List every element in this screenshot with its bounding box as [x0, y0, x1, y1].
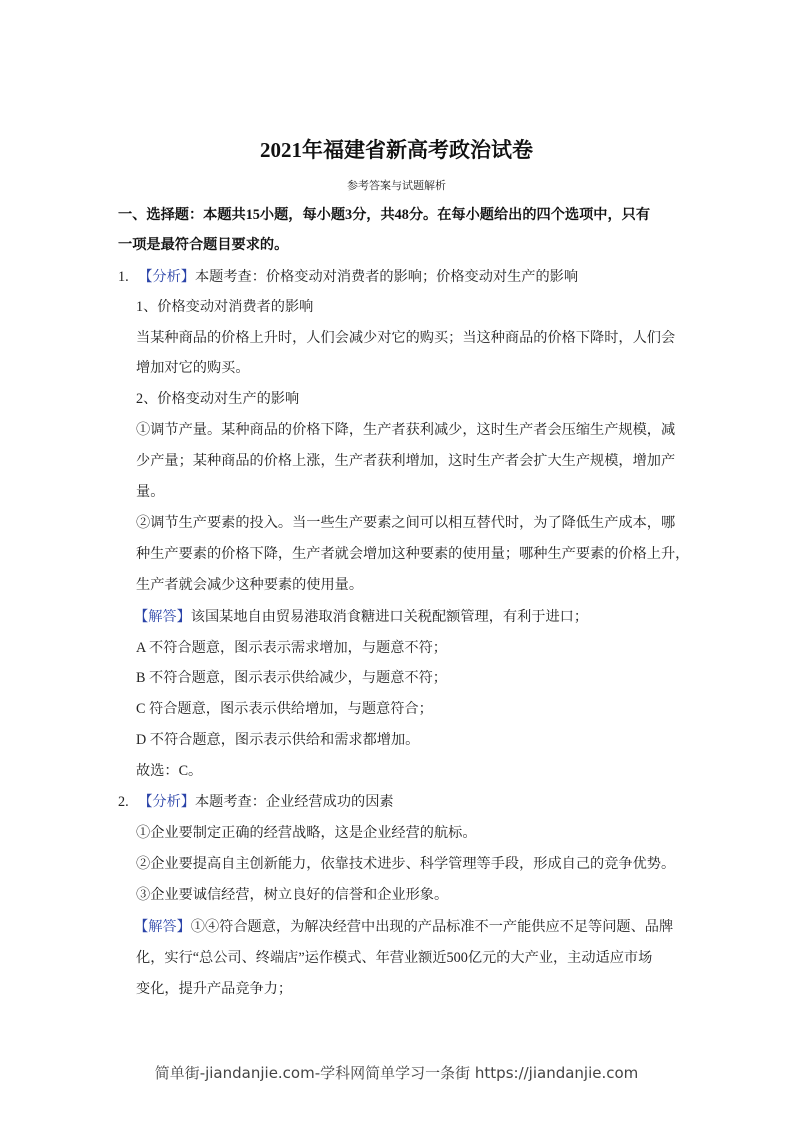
- analysis-lead: 本题考查：价格变动对消费者的影响；价格变动对生产的影响: [194, 269, 579, 285]
- page-subtitle: 参考答案与试题解析: [347, 180, 446, 192]
- answer-lead: ①④符合题意，为解决经营中出现的产品标准不一产能供应不足等问题、品牌: [190, 919, 674, 935]
- q2-answer-line: 变化，提升产品竞争力；: [136, 981, 293, 997]
- q1-answer-line: D 不符合题意，图示表示供给和需求都增加。: [136, 732, 420, 748]
- q1-analysis-line: 生产者就会减少这种要素的使用量。: [136, 577, 364, 593]
- analysis-tag: 【分析】: [138, 269, 195, 285]
- analysis-tag: 【分析】: [138, 794, 195, 810]
- answer-tag: 【解答】: [134, 609, 191, 625]
- q1-answer-line: A 不符合题意，图示表示需求增加，与题意不符；: [136, 640, 447, 656]
- q2-analysis-line: ③企业要诚信经营，树立良好的信誉和企业形象。: [136, 887, 449, 903]
- q1-analysis-line: ①调节产量。某种商品的价格下降，生产者获利减少，这时生产者会压缩生产规模，减: [136, 422, 676, 438]
- page-title: 2021年福建省新高考政治试卷: [260, 138, 533, 162]
- section-heading-line-1: 一、选择题：本题共15小题，每小题3分，共48分。在每小题给出的四个选项中，只有: [118, 207, 651, 223]
- q2-analysis-line: ①企业要制定正确的经营战略，这是企业经营的航标。: [136, 825, 477, 841]
- answer-lead: 该国某地自由贸易港取消食糖进口关税配额管理，有利于进口；: [190, 609, 589, 625]
- answer-tag: 【解答】: [134, 919, 191, 935]
- q1-answer-line: 故选：C。: [136, 763, 203, 779]
- q1-answer-header: [134, 607, 588, 627]
- section-heading-line-2: 一项是最符合题目要求的。: [118, 237, 289, 253]
- q1-analysis-line: 2、价格变动对生产的影响: [136, 391, 300, 407]
- q1-analysis-header: [118, 267, 578, 287]
- q2-answer-header: [134, 917, 673, 937]
- q1-analysis-line: 少产量；某种商品的价格上涨，生产者获利增加，这时生产者会扩大生产规模，增加产: [136, 453, 676, 469]
- q1-answer-line: B 不符合题意，图示表示供给减少，与题意不符；: [136, 670, 447, 686]
- q1-analysis-line: 种生产要素的价格下降，生产者就会增加这种要素的使用量；哪种生产要素的价格上升，: [136, 546, 690, 562]
- footer-watermark: 简单街-jiandanjie.com-学科网简单学习一条街 https://jiandanjie.com: [154, 1064, 639, 1082]
- q1-analysis-line: 当某种商品的价格上升时，人们会减少对它的购买；当这种商品的价格下降时，人们会: [136, 330, 676, 346]
- q1-analysis-line: ②调节生产要素的投入。当一些生产要素之间可以相互替代时，为了降低生产成本，哪: [136, 515, 676, 531]
- q1-analysis-line: 增加对它的购买。: [136, 360, 250, 376]
- q2-answer-line: 化，实行“总公司、终端店”运作模式、年营业额近500亿元的大产业，主动适应市场: [136, 950, 653, 966]
- q1-answer-line: C 符合题意，图示表示供给增加，与题意符合；: [136, 701, 433, 717]
- q2-analysis-header: [118, 792, 394, 812]
- question-number: 1.: [118, 269, 129, 285]
- analysis-lead: 本题考查：企业经营成功的因素: [194, 794, 394, 810]
- q1-analysis-line: 1、价格变动对消费者的影响: [136, 299, 314, 315]
- q1-analysis-line: 量。: [136, 484, 165, 500]
- q2-analysis-line: ②企业要提高自主创新能力，依靠技术进步、科学管理等手段，形成自己的竞争优势。: [136, 856, 676, 872]
- question-number: 2.: [118, 794, 129, 810]
